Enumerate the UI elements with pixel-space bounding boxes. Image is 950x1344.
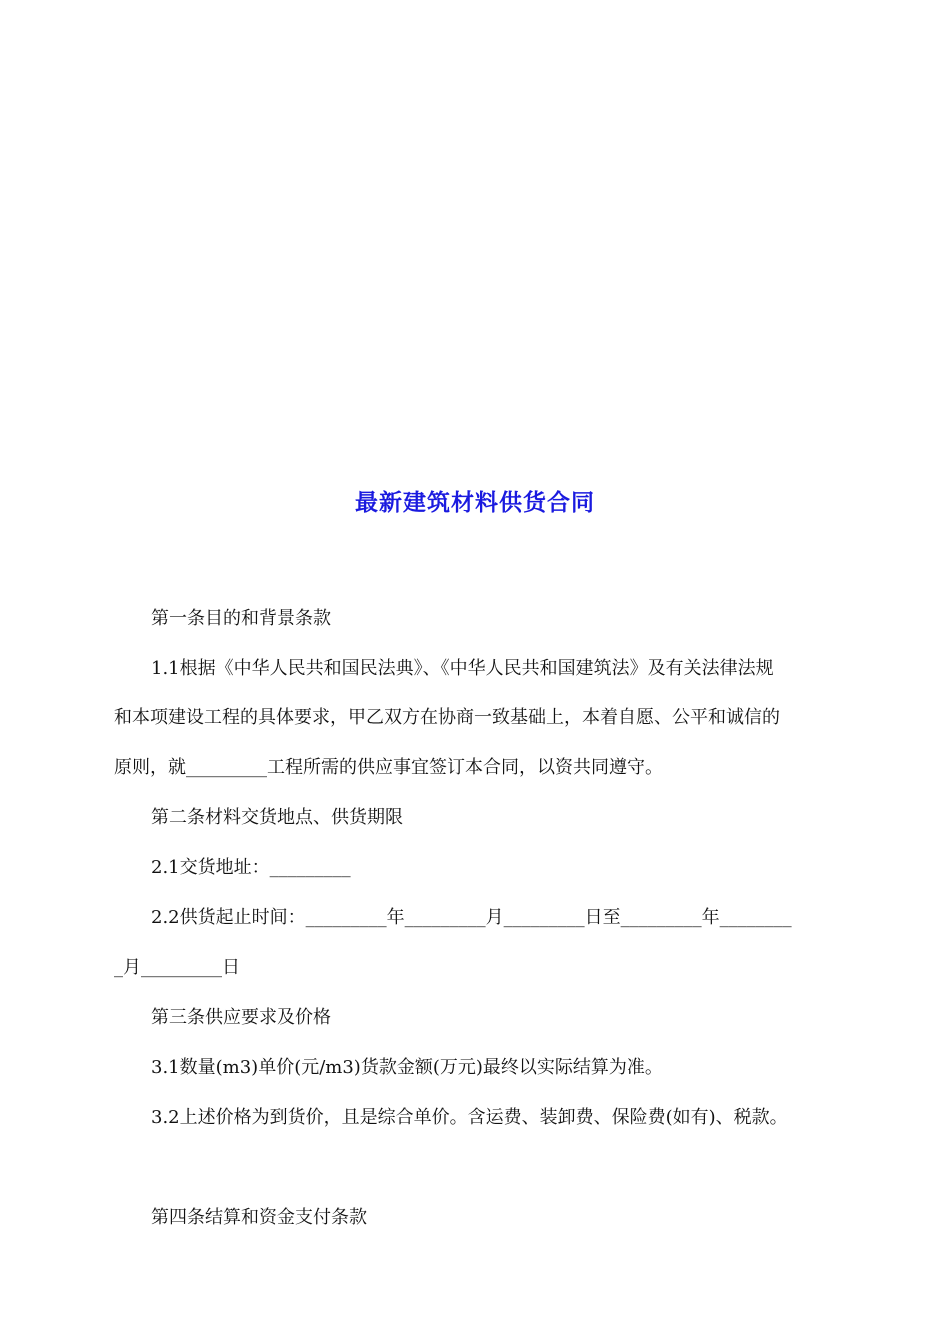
article-4-heading: 第四条结算和资金支付条款 [151,1207,367,1228]
clause-2-1: 2.1交货地址：_________ [151,857,351,878]
clause-1-1-line-2: 和本项建设工程的具体要求，甲乙双方在协商一致基础上，本着自愿、公平和诚信的 [114,707,780,728]
article-1-heading: 第一条目的和背景条款 [151,608,331,629]
clause-2-2-line-1: 2.2供货起止时间：_________年_________月_________日至_________年________ [151,907,792,928]
clause-3-1: 3.1数量(m3)单价(元/m3)货款金额(万元)最终以实际结算为准。 [151,1057,663,1078]
document-title: 最新建筑材料供货合同 [355,490,595,516]
clause-2-2-line-2: _月_________日 [114,957,240,978]
clause-1-1-line-3: 原则，就_________工程所需的供应事宜签订本合同，以资共同遵守。 [114,757,663,778]
clause-1-1-line-1: 1.1根据《中华人民共和国民法典》、《中华人民共和国建筑法》及有关法律法规 [151,658,774,679]
clause-3-2: 3.2上述价格为到货价，且是综合单价。含运费、装卸费、保险费(如有)、税款。 [151,1107,788,1128]
article-2-heading: 第二条材料交货地点、供货期限 [151,807,403,828]
article-3-heading: 第三条供应要求及价格 [151,1007,331,1028]
